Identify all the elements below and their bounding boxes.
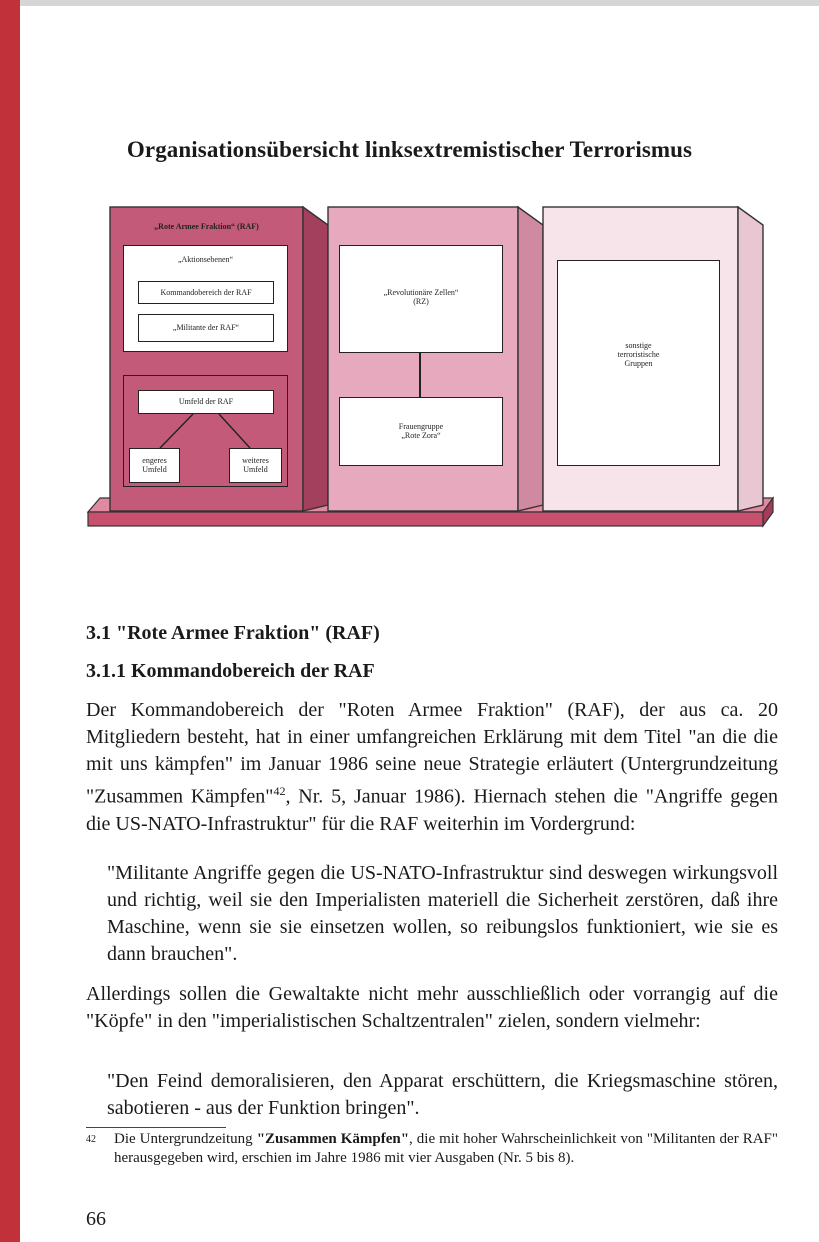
sonstige-box: [557, 260, 720, 466]
rz-block-side: [518, 207, 543, 511]
umfeld-box: [138, 390, 274, 414]
sonstige-line3: Gruppen: [624, 359, 653, 368]
footnote-text: [114, 1130, 778, 1168]
footnote-rule: [86, 1127, 226, 1128]
footnote-text-bold: "Zusammen Kämpfen": [256, 1131, 410, 1147]
engeres-line1: engeres: [142, 456, 167, 465]
kommandobereich-label: Kommandobereich der RAF: [160, 288, 252, 297]
militante-label: „Militante der RAF“: [172, 323, 240, 332]
weiteres-line2: Umfeld: [243, 465, 268, 474]
footnote-text-a: Die Untergrundzeitung: [114, 1131, 257, 1147]
quote-2: "Den Feind demoralisieren, den Apparat erschüttern, die Kriegsmaschine stören, sabotieren - aus der Funktion bringen".: [107, 1070, 778, 1119]
frauengruppe-label: Frauengruppe: [398, 422, 444, 431]
paragraph-2: Allerdings sollen die Gewaltakte nicht mehr ausschließlich oder vorrangig auf die "Köpfe" in den "imperialistischen Schaltzentralen" zielen, sondern vielmehr:: [86, 983, 778, 1032]
page-number: 66: [86, 1208, 106, 1230]
section-heading: 3.1 "Rote Armee Fraktion" (RAF): [86, 622, 380, 644]
weiteres-line1: weiteres: [242, 456, 269, 465]
rote-zora-label: „Rote Zora“: [401, 431, 441, 440]
footnote: [86, 1130, 778, 1168]
raf-block-side: [303, 207, 328, 511]
organisation-diagram: [0, 0, 819, 560]
rz-abbr: (RZ): [413, 297, 429, 306]
platform-front: [88, 512, 763, 526]
chart-title: Organisationsübersicht linksextremistischer Terrorismus: [126, 137, 693, 162]
paragraph-1-part-b: , Nr. 5, Januar 1986). Hiernach stehen die "Angriffe gegen die US-NATO-Infrastruktur" für die RAF weiterhin im Vordergrund:: [86, 785, 779, 835]
subsection-heading: 3.1.1 Kommandobereich der RAF: [86, 660, 375, 682]
aktionsebenen-label: „Aktionsebenen“: [177, 255, 234, 264]
paragraph-1-part-a: Der Kommandobereich der "Roten Armee Fraktion" (RAF), der aus ca. 20 Mitgliedern besteht, hat in einer umfangreichen Erklärung mit dem Titel "an die die mit uns kämpfen" im Januar 1986 seine neue Strategie erläutert (Untergrundzeitung "Zusammen Kämpfen": [86, 699, 778, 808]
weiteres-umfeld-box: [229, 448, 282, 483]
sonstige-line1: sonstige: [625, 341, 652, 350]
militante-box: [138, 314, 274, 342]
paragraph-1: [86, 697, 778, 838]
quote-1: "Militante Angriffe gegen die US-NATO-Infrastruktur sind deswegen wirkungsvoll und richtig, weil sie den Imperialisten materiell die Sicherheit zerstören, daß ihre Maschine, wenn sie sie einsetzen wollen, so reibungslos funktioniert, wie sie es dann brauchen".: [107, 862, 778, 965]
footnote-text-b: , die mit hoher Wahrscheinlichkeit von "Militanten der RAF" herausgegeben wird, erschien im Jahre 1986 mit vier Ausgaben (Nr. 5 bis 8).: [114, 1131, 779, 1166]
engeres-umfeld-box: [129, 448, 180, 483]
rz-box: [339, 245, 503, 353]
engeres-line2: Umfeld: [142, 465, 167, 474]
kommandobereich-box: [138, 281, 274, 304]
raf-title: „Rote Armee Fraktion“ (RAF): [154, 222, 259, 231]
footnote-number: 42: [86, 1134, 96, 1145]
footnote-reference: 42: [273, 784, 286, 798]
frauengruppe-box: [339, 397, 503, 466]
sonstige-line2: terroristische: [617, 350, 660, 359]
rz-name: „Revolutionäre Zellen“: [383, 288, 459, 297]
sonstige-block-side: [738, 207, 763, 511]
umfeld-label: Umfeld der RAF: [178, 397, 234, 406]
